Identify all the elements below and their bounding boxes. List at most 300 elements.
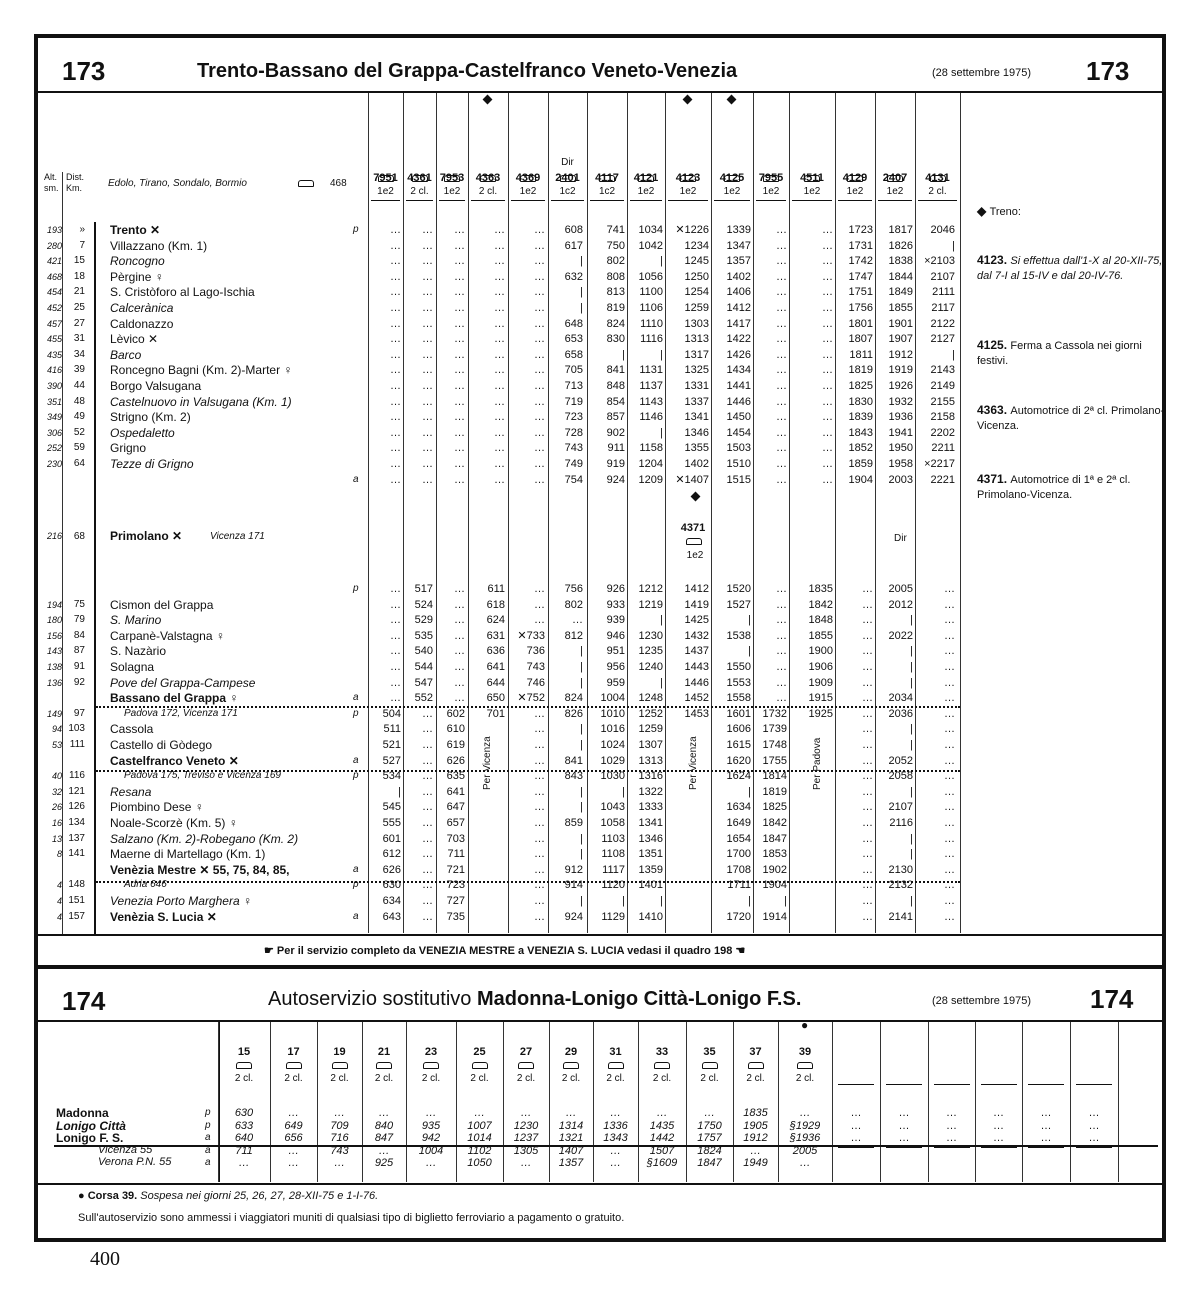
time-cell: … xyxy=(822,458,833,470)
time-cell: 1620 xyxy=(726,754,751,767)
arr-dep-marker: a xyxy=(353,910,359,922)
time-cell: 1014 xyxy=(467,1132,492,1144)
train-class: 2 cl. xyxy=(928,186,947,197)
time-cell: … xyxy=(494,442,505,455)
station-alt: 180 xyxy=(46,615,62,626)
time-cell: … xyxy=(494,302,505,314)
time-cell: 521 xyxy=(382,739,401,751)
train-4371-number: 4371 xyxy=(680,522,706,534)
time-cell: 1331 xyxy=(684,380,709,392)
time-cell: … xyxy=(534,848,545,861)
time-cell: 647 xyxy=(446,801,465,814)
time-cell: … xyxy=(454,458,465,470)
time-cell: 1527 xyxy=(726,598,751,611)
stop-name: Lonigo Città xyxy=(56,1118,126,1133)
time-cell: … xyxy=(944,863,955,876)
train-number: 2407 xyxy=(882,172,908,184)
time-cell: … xyxy=(534,286,545,299)
time-cell: … xyxy=(776,426,787,439)
time-cell: … xyxy=(776,224,787,236)
train-class: 1e2 xyxy=(723,186,741,197)
time-cell: 1949 xyxy=(743,1157,768,1169)
time-cell: 1158 xyxy=(639,442,663,455)
time-cell: … xyxy=(494,380,505,392)
time-cell: … xyxy=(494,364,505,377)
time-cell: 527 xyxy=(382,754,401,767)
station-name: Castello di Gòdego xyxy=(110,738,213,752)
bus-icon xyxy=(423,1062,439,1069)
time-cell: 2003 xyxy=(888,473,913,486)
station-km: 64 xyxy=(73,458,85,469)
bus-icon xyxy=(472,1062,488,1069)
side-note xyxy=(977,403,1172,434)
train-icon xyxy=(638,175,654,182)
time-cell: 1322 xyxy=(638,785,663,798)
time-cell: … xyxy=(534,270,545,283)
time-cell: 511 xyxy=(383,723,401,736)
time-cell: 635 xyxy=(446,770,465,783)
time-cell: … xyxy=(534,302,545,314)
run-class: 2 cl. xyxy=(330,1073,349,1084)
column-rule xyxy=(789,93,790,933)
time-cell: … xyxy=(288,1144,299,1157)
time-cell: … xyxy=(944,785,955,798)
time-cell: … xyxy=(454,364,465,377)
time-cell: 1443 xyxy=(684,661,709,673)
time-cell: 1936 xyxy=(888,411,913,424)
time-cell: 721 xyxy=(446,863,465,876)
stop-name: Madonna xyxy=(56,1106,109,1120)
time-cell: 1700 xyxy=(726,848,751,861)
time-cell: 1412 xyxy=(726,302,751,314)
train-number: 4363 xyxy=(475,172,501,184)
time-cell: | xyxy=(580,739,583,751)
time-cell: 1601 xyxy=(726,707,751,720)
run-class: 2 cl. xyxy=(284,1073,303,1084)
train-icon xyxy=(599,175,615,182)
time-cell: 611 xyxy=(487,583,505,595)
time-cell: 2155 xyxy=(930,395,955,408)
time-cell: 2117 xyxy=(931,302,955,314)
time-cell: 1852 xyxy=(848,442,873,455)
time-cell: … xyxy=(422,442,433,455)
time-cell: 1711 xyxy=(727,879,751,892)
time-cell: … xyxy=(822,380,833,392)
class-rule xyxy=(714,200,750,201)
time-cell: 650 xyxy=(486,692,505,705)
arr-dep-marker: p xyxy=(353,707,359,719)
station-alt: 156 xyxy=(46,630,62,641)
column-rule xyxy=(975,1022,976,1182)
time-cell: 1419 xyxy=(684,598,709,611)
time-cell: 1007 xyxy=(467,1119,492,1132)
station-alt: 53 xyxy=(51,740,62,750)
time-cell: … xyxy=(704,1107,715,1119)
empty-rule xyxy=(1028,1084,1064,1085)
time-cell: … xyxy=(520,1157,532,1169)
station-name: S. Marino xyxy=(110,613,162,628)
time-cell: … xyxy=(862,661,873,673)
time-cell: … xyxy=(390,364,401,377)
time-cell: … xyxy=(822,426,833,439)
time-cell: … xyxy=(422,801,433,814)
primolano-km: 68 xyxy=(73,531,85,542)
time-cell: 1030 xyxy=(600,770,625,783)
station-name: Castelfranco Veneto ✕ xyxy=(110,753,239,768)
time-cell: … xyxy=(534,333,545,346)
time-cell: … xyxy=(422,754,433,767)
time-cell: 1450 xyxy=(726,411,751,424)
time-cell: … xyxy=(494,317,505,330)
time-cell: 517 xyxy=(414,583,433,595)
stop-name: Vicenza 55 xyxy=(98,1143,153,1156)
time-cell: 1825 xyxy=(762,801,787,814)
station-alt: 32 xyxy=(51,786,62,797)
time-cell: 841 xyxy=(606,364,625,377)
station-name: Pove del Grappa-Campese xyxy=(110,675,256,690)
side-note-text: Automotrice di 2ª cl. Primolano-Vicenza. xyxy=(977,405,1165,432)
arr-dep-marker: a xyxy=(353,754,359,766)
time-cell: 1454 xyxy=(726,426,751,439)
time-cell: … xyxy=(494,348,505,361)
time-cell: 1313 xyxy=(684,333,709,346)
time-cell: 711 xyxy=(447,848,465,861)
time-cell: 1412 xyxy=(684,583,709,595)
time-cell: … xyxy=(776,473,787,486)
station-name: Strigno (Km. 2) xyxy=(110,410,191,425)
time-cell: 728 xyxy=(564,426,583,439)
time-cell: … xyxy=(776,380,787,392)
time-cell: … xyxy=(454,255,465,268)
time-cell: … xyxy=(454,333,465,346)
time-cell: | xyxy=(660,676,663,689)
time-cell: 653 xyxy=(564,333,583,346)
time-cell: … xyxy=(534,224,545,236)
time-cell: 1321 xyxy=(558,1132,584,1144)
table-173-title: Trento-Bassano del Grappa-Castelfranco Veneto-Venezia xyxy=(197,60,738,82)
run-number: 39 xyxy=(798,1046,812,1058)
time-cell: 1355 xyxy=(684,442,709,455)
pointing-hand-icon: ☚ xyxy=(732,945,746,957)
bus-icon xyxy=(376,1062,392,1069)
station-km: 48 xyxy=(73,395,85,407)
time-cell: 1212 xyxy=(638,583,663,595)
time-cell: 1830 xyxy=(848,395,873,408)
primolano-alt: 216 xyxy=(46,531,62,541)
station-name: Trento ✕ xyxy=(110,223,161,237)
time-cell: 1056 xyxy=(638,270,663,283)
side-note xyxy=(977,253,1172,284)
train-icon xyxy=(930,175,946,182)
train-icon xyxy=(763,175,779,182)
run-number: 35 xyxy=(703,1046,716,1058)
time-cell: … xyxy=(454,614,465,627)
time-cell: … xyxy=(390,692,401,705)
time-cell: 658 xyxy=(564,348,583,361)
time-cell: 1434 xyxy=(726,364,751,377)
time-cell: 1129 xyxy=(601,910,625,923)
time-cell: … xyxy=(944,739,955,751)
time-cell: … xyxy=(862,614,873,627)
time-cell: … xyxy=(862,785,873,798)
train-icon xyxy=(847,175,863,182)
time-cell: 705 xyxy=(564,364,583,377)
train-number: 4121 xyxy=(633,172,659,184)
time-cell: … xyxy=(776,348,787,361)
run-class: 2 cl. xyxy=(606,1073,625,1084)
dot-icon: ● xyxy=(78,1190,88,1202)
time-cell: 1325 xyxy=(684,364,709,377)
time-cell: … xyxy=(534,411,545,424)
time-cell: … xyxy=(334,1157,345,1169)
time-cell: 1742 xyxy=(848,255,873,268)
time-cell: 2046 xyxy=(930,224,955,236)
time-cell: 1029 xyxy=(600,754,625,767)
station-km: 39 xyxy=(73,364,85,376)
time-cell: 819 xyxy=(606,302,625,314)
time-cell: 1452 xyxy=(684,692,709,705)
class-rule xyxy=(439,200,465,201)
time-cell: 1234 xyxy=(684,239,709,252)
station-km: 151 xyxy=(68,895,85,906)
divider xyxy=(38,91,1162,93)
footer-173 xyxy=(264,944,745,957)
station-km: 18 xyxy=(73,270,85,282)
time-cell: … xyxy=(454,270,465,283)
time-cell: 1146 xyxy=(639,411,663,424)
time-cell: 942 xyxy=(421,1132,441,1144)
time-cell: … xyxy=(390,286,401,299)
station-km: 79 xyxy=(73,614,85,626)
time-cell: 1339 xyxy=(726,224,751,236)
time-cell: 841 xyxy=(564,754,583,767)
time-cell: … xyxy=(422,255,433,268)
time-cell: 1855 xyxy=(808,629,833,642)
time-cell: … xyxy=(422,848,433,861)
time-cell: 640 xyxy=(234,1132,254,1144)
table-174-number-right: 174 xyxy=(1090,984,1134,1014)
time-cell: 859 xyxy=(564,817,583,829)
time-cell: … xyxy=(534,614,545,627)
time-cell: 534 xyxy=(382,770,401,783)
time-cell: … xyxy=(422,770,433,783)
time-cell: 631 xyxy=(486,629,505,642)
train-number: 4123 xyxy=(675,172,701,184)
table-173-number: 173 xyxy=(62,56,106,86)
train-number: 4117 xyxy=(595,172,619,184)
bus-icon xyxy=(286,1062,302,1069)
time-cell: … xyxy=(520,1107,532,1119)
time-cell: ×2217 xyxy=(924,458,955,470)
time-cell: … xyxy=(390,380,401,392)
time-cell: … xyxy=(862,832,873,845)
time-cell: … xyxy=(422,380,433,392)
table-173-date: (28 settembre 1975) xyxy=(932,67,1032,79)
time-cell: … xyxy=(334,1107,345,1119)
time-cell: … xyxy=(390,661,401,673)
time-cell: … xyxy=(862,629,873,642)
time-cell: 1050 xyxy=(467,1157,492,1169)
station-alt: 138 xyxy=(46,662,62,672)
time-cell: … xyxy=(862,910,873,923)
time-cell: 636 xyxy=(486,645,505,658)
station-km: 59 xyxy=(73,442,85,454)
time-cell: 649 xyxy=(284,1119,303,1132)
train-icon xyxy=(412,175,428,182)
time-cell: … xyxy=(776,661,787,673)
time-cell: 703 xyxy=(446,832,465,845)
station-alt: 149 xyxy=(46,708,62,719)
time-cell: 1842 xyxy=(808,598,833,611)
column-rule xyxy=(880,1022,881,1182)
time-cell: 1204 xyxy=(638,458,663,470)
station-km: 31 xyxy=(73,333,85,345)
time-cell: ×2103 xyxy=(924,255,955,268)
station-km: 116 xyxy=(69,770,85,782)
time-cell: 626 xyxy=(446,754,465,767)
train-class: 1e2 xyxy=(886,186,904,197)
time-cell: 911 xyxy=(607,442,625,455)
station-name: Lèvico ✕ xyxy=(110,332,159,347)
time-cell: … xyxy=(454,380,465,392)
time-cell: … xyxy=(288,1107,299,1119)
time-cell: 1432 xyxy=(684,629,709,642)
time-cell: 1116 xyxy=(640,333,663,346)
time-cell: 633 xyxy=(234,1119,254,1132)
time-cell: 1907 xyxy=(888,333,913,346)
time-cell: 648 xyxy=(564,317,583,330)
empty-cell: … xyxy=(898,1107,910,1119)
time-cell: 1341 xyxy=(638,817,663,829)
time-cell: 1941 xyxy=(888,426,913,439)
time-cell: … xyxy=(776,302,787,314)
time-cell: 716 xyxy=(330,1132,349,1144)
run-number: 25 xyxy=(473,1046,486,1058)
header-alt: Alt. sm. xyxy=(44,172,59,193)
station-alt: 435 xyxy=(46,349,62,360)
time-cell: | xyxy=(748,614,751,627)
time-cell: 1407 xyxy=(558,1144,584,1157)
time-cell: 1103 xyxy=(601,832,625,845)
train-number: 4369 xyxy=(515,172,541,184)
empty-cell: … xyxy=(1040,1132,1052,1144)
run-class: 2 cl. xyxy=(652,1073,672,1084)
table-174-number: 174 xyxy=(62,986,106,1016)
time-cell: … xyxy=(944,848,955,861)
time-cell: … xyxy=(944,661,955,673)
time-cell: 1137 xyxy=(639,380,663,392)
station-name: Venèzia Mestre ✕ 55, 75, 84, 85, xyxy=(110,862,290,877)
time-cell: 709 xyxy=(330,1119,349,1132)
time-cell: 743 xyxy=(330,1144,349,1157)
time-cell: 1351 xyxy=(638,848,663,861)
time-cell: 602 xyxy=(446,707,465,720)
time-cell: 2127 xyxy=(930,333,955,346)
time-cell: 504 xyxy=(382,707,401,720)
time-cell: … xyxy=(534,879,545,892)
time-cell: … xyxy=(944,645,955,658)
column-rule xyxy=(1118,1022,1119,1182)
class-rule xyxy=(630,200,662,201)
time-cell: | xyxy=(580,302,583,314)
class-rule xyxy=(590,200,624,201)
time-cell: | xyxy=(910,645,913,658)
time-cell: 657 xyxy=(446,817,465,829)
time-cell: 1343 xyxy=(603,1132,628,1144)
run-class: 2 cl. xyxy=(470,1073,489,1084)
time-cell: … xyxy=(822,255,833,268)
time-cell: … xyxy=(390,395,401,408)
time-cell: §1936 xyxy=(789,1132,821,1144)
time-cell: 756 xyxy=(564,583,583,595)
time-cell: | xyxy=(580,801,583,814)
time-cell: 1835 xyxy=(808,583,833,595)
time-cell: | xyxy=(580,832,583,845)
side-note xyxy=(977,204,1172,220)
station-km: 91 xyxy=(73,661,85,672)
time-cell: 1912 xyxy=(743,1132,768,1144)
time-cell: | xyxy=(580,661,583,673)
time-cell: 1900 xyxy=(808,645,833,658)
time-cell: … xyxy=(378,1144,390,1157)
run-number: 19 xyxy=(333,1046,346,1058)
time-cell: … xyxy=(422,317,433,330)
time-cell: | xyxy=(580,848,583,861)
time-cell: 749 xyxy=(564,458,583,470)
train-icon xyxy=(378,175,394,182)
run-number: 23 xyxy=(424,1046,438,1058)
time-cell: 935 xyxy=(421,1119,441,1132)
class-rule xyxy=(792,200,832,201)
station-km: 92 xyxy=(73,676,85,688)
time-cell: … xyxy=(822,302,833,314)
time-cell: 1748 xyxy=(762,739,787,751)
time-cell: 1634 xyxy=(726,801,751,814)
train-4371-class: 1e2 xyxy=(686,550,704,561)
run-number: 37 xyxy=(749,1046,762,1058)
table-173-number-right: 173 xyxy=(1086,56,1130,86)
time-cell: … xyxy=(776,333,787,346)
time-cell: 1859 xyxy=(848,458,873,470)
time-cell: … xyxy=(390,473,401,486)
time-cell: 1347 xyxy=(726,239,751,252)
station-alt: 8 xyxy=(56,849,62,860)
time-cell: … xyxy=(776,676,787,689)
time-cell: 1950 xyxy=(888,442,913,455)
arr-dep-marker: a xyxy=(205,1157,211,1168)
time-cell: 2158 xyxy=(930,411,955,424)
time-cell: 1550 xyxy=(726,661,751,673)
time-cell: … xyxy=(822,364,833,377)
time-cell: 1357 xyxy=(558,1157,584,1169)
class-rule xyxy=(838,200,872,201)
dotted-rule xyxy=(96,706,960,708)
time-cell: … xyxy=(390,426,401,439)
time-cell: 1909 xyxy=(808,676,833,689)
title-main: Madonna-Lonigo Città-Lonigo F.S. xyxy=(476,988,802,1010)
time-cell: … xyxy=(534,801,545,814)
time-cell: … xyxy=(454,348,465,361)
time-cell: … xyxy=(862,863,873,876)
time-cell: … xyxy=(862,801,873,814)
station-name: Adria 646 xyxy=(124,879,167,891)
time-cell: 1230 xyxy=(638,629,663,642)
time-cell: 1553 xyxy=(726,676,751,689)
empty-rule xyxy=(981,1084,1017,1085)
table-174-date: (28 settembre 1975) xyxy=(932,995,1032,1007)
time-cell: 946 xyxy=(606,629,625,642)
time-cell: 1932 xyxy=(888,395,913,408)
